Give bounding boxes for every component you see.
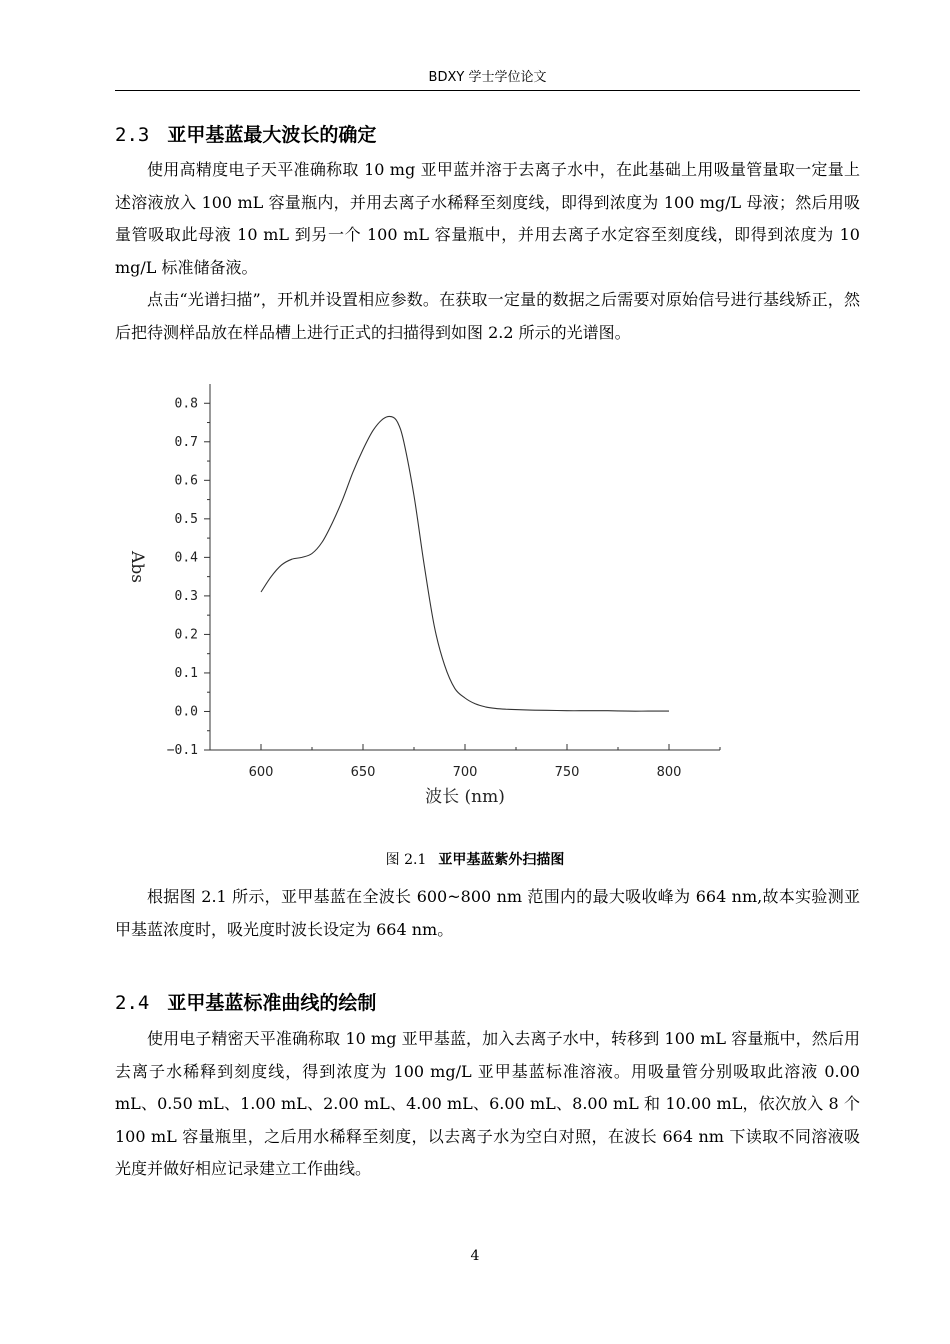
x-axis-ticks: [210, 744, 720, 780]
paragraph-standard-curve: 使用电子精密天平准确称取 10 mg 亚甲基蓝，加入去离子水中，转移到 100 mL 容量瓶中，然后用去离子水稀释到刻度线，得到浓度为 100 mg/L 亚甲基蓝标准溶液。用吸量管分别吸取此溶液 0.00 mL、0.50 mL、1.00 mL、2.00 mL、4.00 mL、6.00 mL、8.00 mL 和 10.00 mL，依次放入 8 个 100 mL 容量瓶里，之后用水稀释至刻度，以去离子水为空白对照，在波长 664 nm 下读取不同溶液吸光度并做好相应记录建立工作曲线。: [115, 1029, 860, 1178]
paragraph-preparation: 使用高精度电子天平准确称取 10 mg 亚甲蓝并溶于去离子水中，在此基础上用吸量管量取一定量上述溶液放入 100 mL 容量瓶内，并用去离子水稀释至刻度线，即得到浓度为 100 mg/L 母液；然后用吸量管吸取此母液 10 mL 到另一个 100 mL 容量瓶中，并用去离子水定容至刻度线，即得到浓度为 10 mg/L 标准储备液。: [115, 160, 860, 277]
y-tick-label: 0.0: [174, 704, 198, 720]
y-tick-label: 0.1: [174, 665, 198, 681]
section-title: 亚甲基蓝最大波长的确定: [167, 124, 377, 146]
uv-spectrum-chart: [110, 372, 740, 812]
y-tick-label: 0.5: [174, 511, 198, 527]
section-heading-2-4: [115, 988, 376, 1015]
y-tick-label: 0.4: [174, 550, 198, 566]
x-tick-label: 750: [554, 765, 580, 780]
chart-axes: [210, 384, 720, 750]
y-tick-label: 0.2: [174, 627, 198, 643]
x-tick-label: 650: [350, 765, 376, 780]
section-heading-2-3: [115, 120, 376, 147]
y-tick-label: 0.3: [174, 588, 198, 604]
section-number: 2.4: [115, 992, 150, 1014]
y-tick-label: −0.1: [166, 743, 198, 758]
figure-caption: [0, 849, 950, 869]
y-axis-ticks: [167, 396, 210, 758]
section-title: 亚甲基蓝标准曲线的绘制: [167, 992, 377, 1014]
y-tick-label: 0.7: [174, 434, 198, 450]
x-tick-label: 800: [656, 765, 682, 780]
figure-number: 图 2.1: [385, 852, 427, 868]
figure-title: 亚甲基蓝紫外扫描图: [438, 852, 565, 868]
y-tick-label: 0.6: [174, 473, 198, 489]
section-number: 2.3: [115, 124, 150, 146]
paragraph-conclusion: 根据图 2.1 所示，亚甲基蓝在全波长 600~800 nm 范围内的最大吸收峰为 664 nm,故本实验测亚甲基蓝浓度时，吸光度时波长设定为 664 nm。: [115, 887, 860, 939]
x-axis-label: 波长 (nm): [425, 787, 505, 807]
y-axis-label: Abs: [127, 551, 147, 583]
page-header: BDXY 学士学位论文: [428, 70, 547, 85]
page-number: 4: [470, 1248, 480, 1264]
y-tick-label: 0.8: [174, 396, 198, 412]
x-tick-label: 600: [248, 765, 274, 780]
absorbance-series-line: [261, 416, 669, 711]
header-divider: [115, 90, 860, 91]
paragraph-scan: 点击“光谱扫描”，开机并设置相应参数。在获取一定量的数据之后需要对原始信号进行基线矫正，然后把待测样品放在样品槽上进行正式的扫描得到如图 2.2 所示的光谱图。: [115, 290, 860, 342]
x-tick-label: 700: [452, 765, 478, 780]
